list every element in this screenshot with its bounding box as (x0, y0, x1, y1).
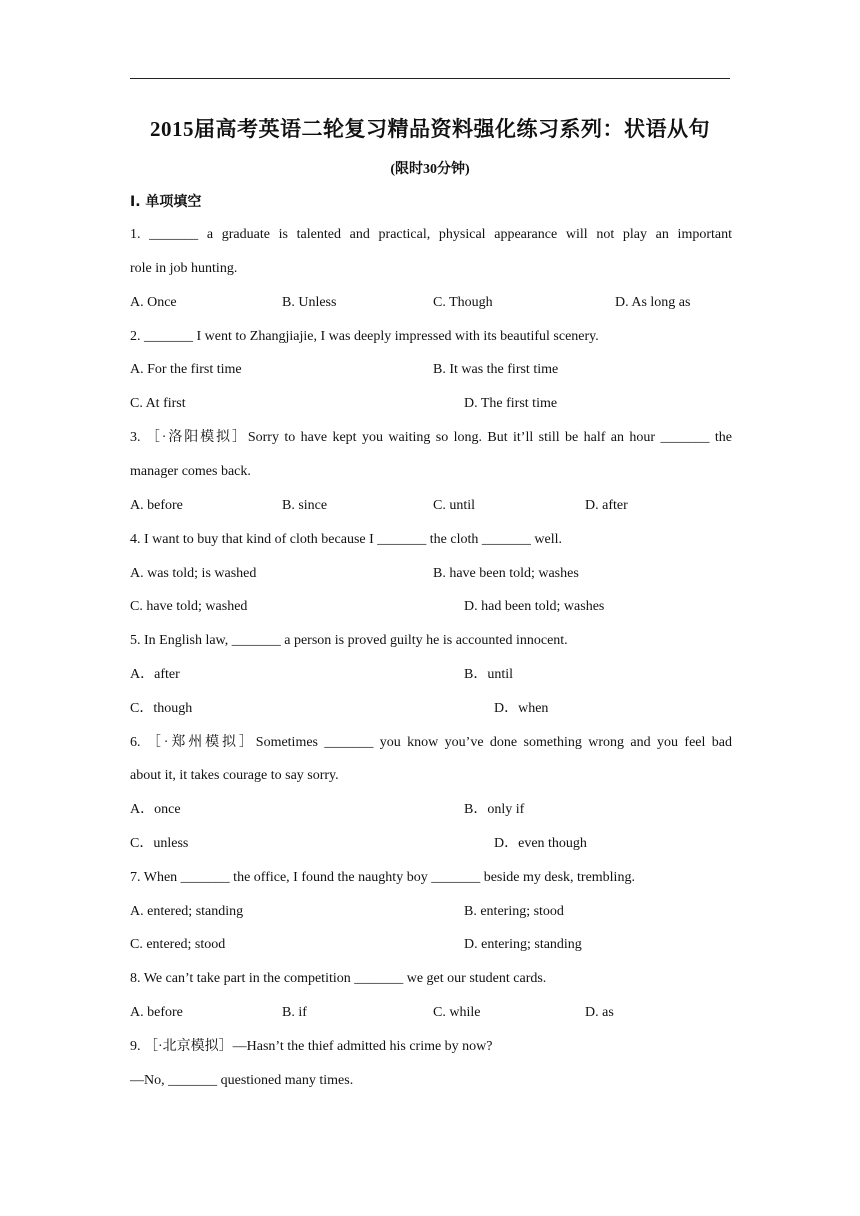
time-limit: (限时30分钟) (390, 162, 470, 177)
question-5-option-c: C．though (130, 701, 193, 716)
question-8-option-c: C. while (433, 1005, 481, 1020)
question-4-option-a: A. was told; is washed (130, 566, 257, 581)
question-7-option-d: D. entering; standing (464, 937, 582, 952)
question-9-line-1: 9. ［·北京模拟］—Hasn’t the thief admitted his crime by now? (130, 1039, 493, 1054)
question-5-option-b: B．until (464, 667, 514, 682)
question-5-option-a: A．after (130, 667, 180, 682)
question-1-option-d: D. As long as (615, 295, 691, 310)
question-3-line-2: manager comes back. (130, 464, 251, 479)
question-1-option-b: B. Unless (282, 295, 337, 310)
page-title: 2015届高考英语二轮复习精品资料强化练习系列：状语从句 (150, 117, 710, 141)
question-2-option-d: D. The first time (464, 396, 558, 411)
question-6-option-a: A．once (130, 802, 181, 817)
question-3-option-a: A. before (130, 498, 183, 513)
question-2-line-1: 2. _______ I went to Zhangjiajie, I was deeply impressed with its beautiful scenery. (130, 329, 599, 344)
question-3-option-b: B. since (282, 498, 328, 513)
question-5-option-d: D．when (494, 701, 549, 716)
question-4-option-d: D. had been told; washes (464, 599, 605, 614)
question-6-option-c: C．unless (130, 836, 189, 851)
question-6-option-b: B．only if (464, 802, 525, 817)
question-8-option-b: B. if (282, 1005, 307, 1020)
question-6-line-2: about it, it takes courage to say sorry. (130, 768, 339, 783)
question-1-option-a: A. Once (130, 295, 177, 310)
question-3-option-d: D. after (585, 498, 628, 513)
question-8-option-d: D. as (585, 1005, 614, 1020)
question-4-option-b: B. have been told; washes (433, 566, 579, 581)
question-1-line-2: role in job hunting. (130, 261, 238, 276)
question-7-option-a: A. entered; standing (130, 904, 244, 919)
top-rule (130, 78, 730, 79)
question-2-option-c: C. At first (130, 396, 186, 411)
question-2-option-b: B. It was the first time (433, 362, 559, 377)
question-6-line-1: 6. ［·郑州模拟］Sometimes _______ you know you’ve done something wrong and you feel bad (130, 735, 732, 750)
question-6-option-d: D．even though (494, 836, 587, 851)
question-8-option-a: A. before (130, 1005, 183, 1020)
question-8-line-1: 8. We can’t take part in the competition _______ we get our student cards. (130, 971, 547, 986)
question-4-line-1: 4. I want to buy that kind of cloth because I _______ the cloth _______ well. (130, 532, 562, 547)
question-1-line-1: 1. _______ a graduate is talented and practical, physical appearance will not play an important (130, 227, 732, 242)
question-7-option-c: C. entered; stood (130, 937, 226, 952)
question-1-option-c: C. Though (433, 295, 493, 310)
question-2-option-a: A. For the first time (130, 362, 242, 377)
section-heading: Ⅰ. 单项填空 (130, 194, 202, 210)
question-5-line-1: 5. In English law, _______ a person is proved guilty he is accounted innocent. (130, 633, 568, 648)
question-3-option-c: C. until (433, 498, 476, 513)
question-9-line-2: —No, _______ questioned many times. (130, 1073, 354, 1088)
question-7-line-1: 7. When _______ the office, I found the naughty boy _______ beside my desk, trembling. (130, 870, 635, 885)
question-4-option-c: C. have told; washed (130, 599, 248, 614)
question-3-line-1: 3. ［·洛阳模拟］Sorry to have kept you waiting so long. But it’ll still be half an hour _______ the (130, 430, 732, 445)
question-7-option-b: B. entering; stood (464, 904, 564, 919)
